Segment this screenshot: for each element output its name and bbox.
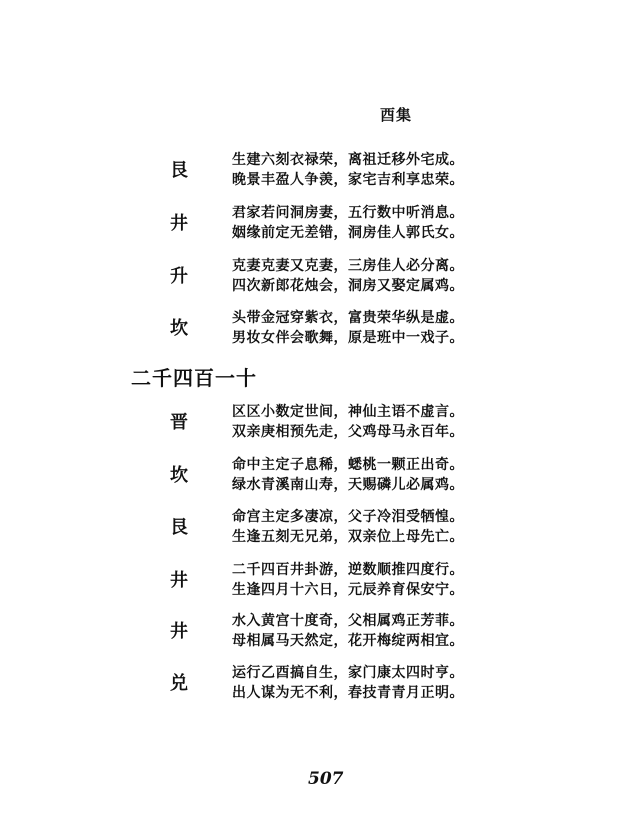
verse-line: 生逢五刻无兄弟，双亲位上母先亡。 [232, 529, 464, 545]
verse-line: 命宫主定多凄凉，父子冷泪受牺惶。 [232, 509, 464, 525]
verse-line: 君家若问洞房妻，五行数中听消息。 [232, 205, 464, 221]
verse-lines [232, 560, 464, 600]
verse-entry [0, 663, 640, 703]
verse-line: 双亲庚相预先走，父鸡母马永百年。 [232, 424, 464, 440]
verse-lines [232, 611, 464, 651]
trigram-label: 兑 [170, 673, 188, 694]
trigram-label: 艮 [170, 160, 188, 181]
verse-line: 水入黄宫十度奇，父相属鸡正芳菲。 [232, 613, 464, 629]
verse-entry [0, 455, 640, 495]
verse-lines [232, 455, 464, 495]
verse-line: 四次新郎花烛会，洞房又娶定属鸡。 [232, 278, 464, 294]
verse-line: 头带金冠穿紫衣，富贵荣华纵是虚。 [232, 310, 464, 326]
trigram-label: 晋 [170, 412, 188, 433]
verse-entry [0, 560, 640, 600]
trigram-label: 升 [170, 266, 188, 287]
page-number: 507 [308, 769, 344, 789]
trigram-label: 井 [170, 621, 188, 642]
trigram-label: 坎 [170, 318, 188, 339]
page-header: 酉集 [380, 106, 413, 124]
trigram-label: 艮 [170, 517, 188, 538]
verse-entry [0, 507, 640, 547]
verse-entry [0, 203, 640, 243]
trigram-label: 坎 [170, 465, 188, 486]
verse-line: 出人谋为无不利，春技青青月正明。 [232, 685, 464, 701]
verse-line: 生逢四月十六日，元辰养育保安宁。 [232, 582, 464, 598]
verse-line: 运行乙酉搞自生，家门康太四时亨。 [232, 665, 464, 681]
verse-lines [232, 507, 464, 547]
verse-line: 区区小数定世间，神仙主语不虚言。 [232, 404, 464, 420]
trigram-label: 井 [170, 213, 188, 234]
verse-lines [232, 402, 464, 442]
verse-line: 晚景丰盈人争羡，家宅吉利享忠荣。 [232, 172, 464, 188]
verse-entry [0, 611, 640, 651]
verse-line: 母相属马天然定，花开梅绽两相宜。 [232, 633, 464, 649]
verse-lines [232, 663, 464, 703]
verse-line: 生建六刻衣禄荣，离祖迁移外宅成。 [232, 152, 464, 168]
verse-entry [0, 308, 640, 348]
verse-line: 男妆女伴会歌舞，原是班中一戏子。 [232, 330, 464, 346]
verse-line: 绿水青溪南山寿，天赐磷儿必属鸡。 [232, 477, 464, 493]
verse-lines [232, 150, 464, 190]
verse-line: 克妻克妻又克妻，三房佳人必分离。 [232, 258, 464, 274]
verse-line: 姻缘前定无差错，洞房佳人郭氏女。 [232, 225, 464, 241]
verse-line: 二千四百井卦游，逆数顺推四度行。 [232, 562, 464, 578]
verse-lines [232, 203, 464, 243]
verse-lines [232, 256, 464, 296]
verse-lines [232, 308, 464, 348]
verse-line: 命中主定子息稀，蟋桃一颗正出奇。 [232, 457, 464, 473]
verse-entry [0, 402, 640, 442]
trigram-label: 井 [170, 570, 188, 591]
verse-entry [0, 256, 640, 296]
verse-entry [0, 150, 640, 190]
section-title: 二千四百一十 [131, 366, 257, 390]
